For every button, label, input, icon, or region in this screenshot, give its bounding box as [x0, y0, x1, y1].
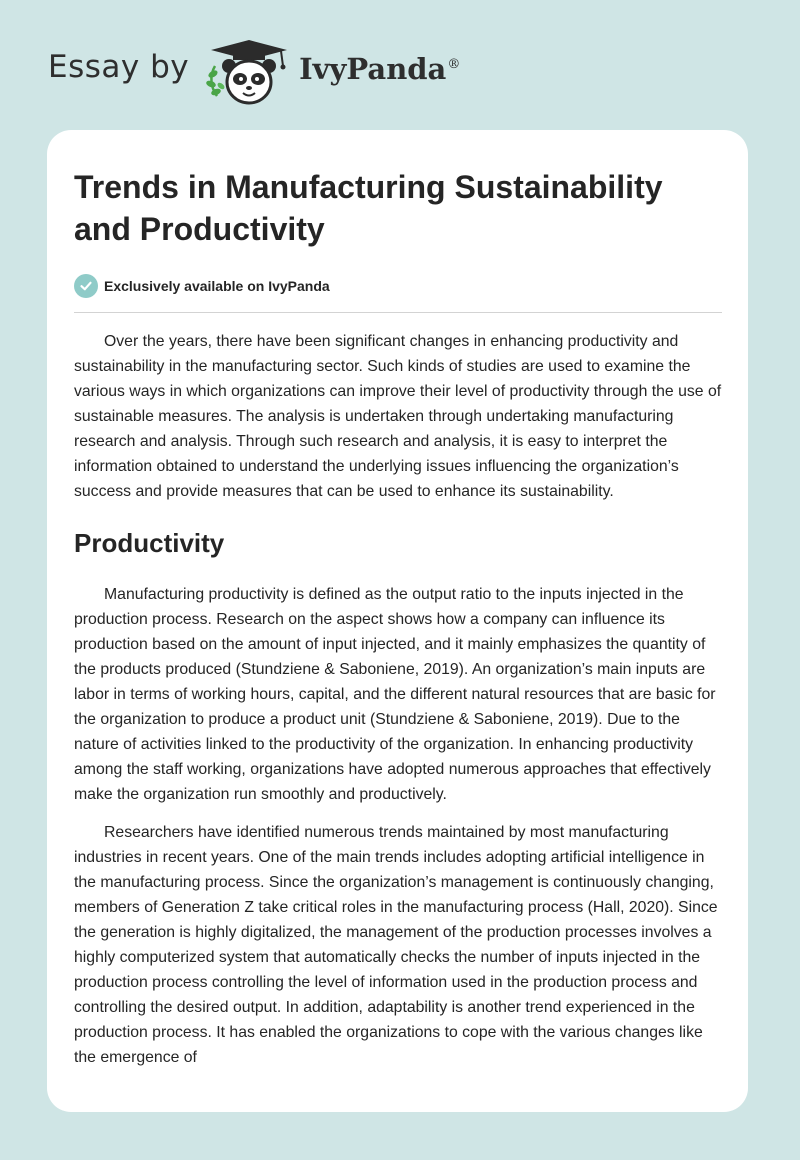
exclusive-badge-text: Exclusively available on IvyPanda	[104, 278, 330, 294]
brand-name-text: IvyPanda	[299, 52, 447, 86]
brand-name	[299, 52, 460, 86]
brand-prefix: Essay by	[48, 49, 190, 85]
essay-title: Trends in Manufacturing Sustainability and Productivity	[74, 169, 663, 247]
intro-paragraph: Over the years, there have been significant changes in enhancing productivity and sustainability in the manufacturing sector. Such kinds of studies are used to examine the various ways in which organizations can improve their level of productivity through the use of sustainable measures. The analysis is undertaken through undertaking manufacturing research and analysis. Through such research and analysis, it is easy to interpret the information obtained to understand the underlying issues influencing the organization’s success and provide measures that can be used to enhance its sustainability.	[74, 333, 722, 500]
panda-graduation-cap-icon	[203, 36, 295, 108]
essay-card	[47, 130, 748, 1112]
title-divider	[74, 312, 722, 313]
section-heading-productivity: Productivity	[74, 528, 225, 558]
productivity-paragraph-1: Manufacturing productivity is defined as the output ratio to the inputs injected in the production process. Research on the aspect shows how a company can influence its production based on the amount of input injected, and it mainly emphasizes the quantity of the products produced (Stundziene & Saboniene, 2019). An organization’s main inputs are labor in terms of working hours, capital, and the different natural resources that are basic for the organization to produce a product unit (Stundziene & Saboniene, 2019). Due to the nature of activities linked to the productivity of the organization. In enhancing productivity among the staff working, organizations have adopted numerous approaches that effectively make the organization run smoothly and productively.	[74, 586, 716, 803]
checkmark-icon	[74, 274, 98, 298]
registered-mark: ®	[447, 57, 461, 73]
brand-logo[interactable]	[48, 36, 460, 108]
exclusive-badge	[74, 274, 722, 298]
productivity-paragraph-2: Researchers have identified numerous trends maintained by most manufacturing industries in recent years. One of the main trends includes adopting artificial intelligence in the manufacturing process. Since the organization’s management is continuously changing, members of Generation Z take critical roles in the manufacturing process (Hall, 2020). Since the generation is highly digitalized, the management of the production processes involves a highly computerized system that automatically checks the number of inputs injected in the production process controlling the level of information used in the production process and controlling the desired output. In addition, adaptability is another trend experienced in the production process. It has enabled the organizations to cope with the various changes like the emergence of	[74, 824, 718, 1066]
